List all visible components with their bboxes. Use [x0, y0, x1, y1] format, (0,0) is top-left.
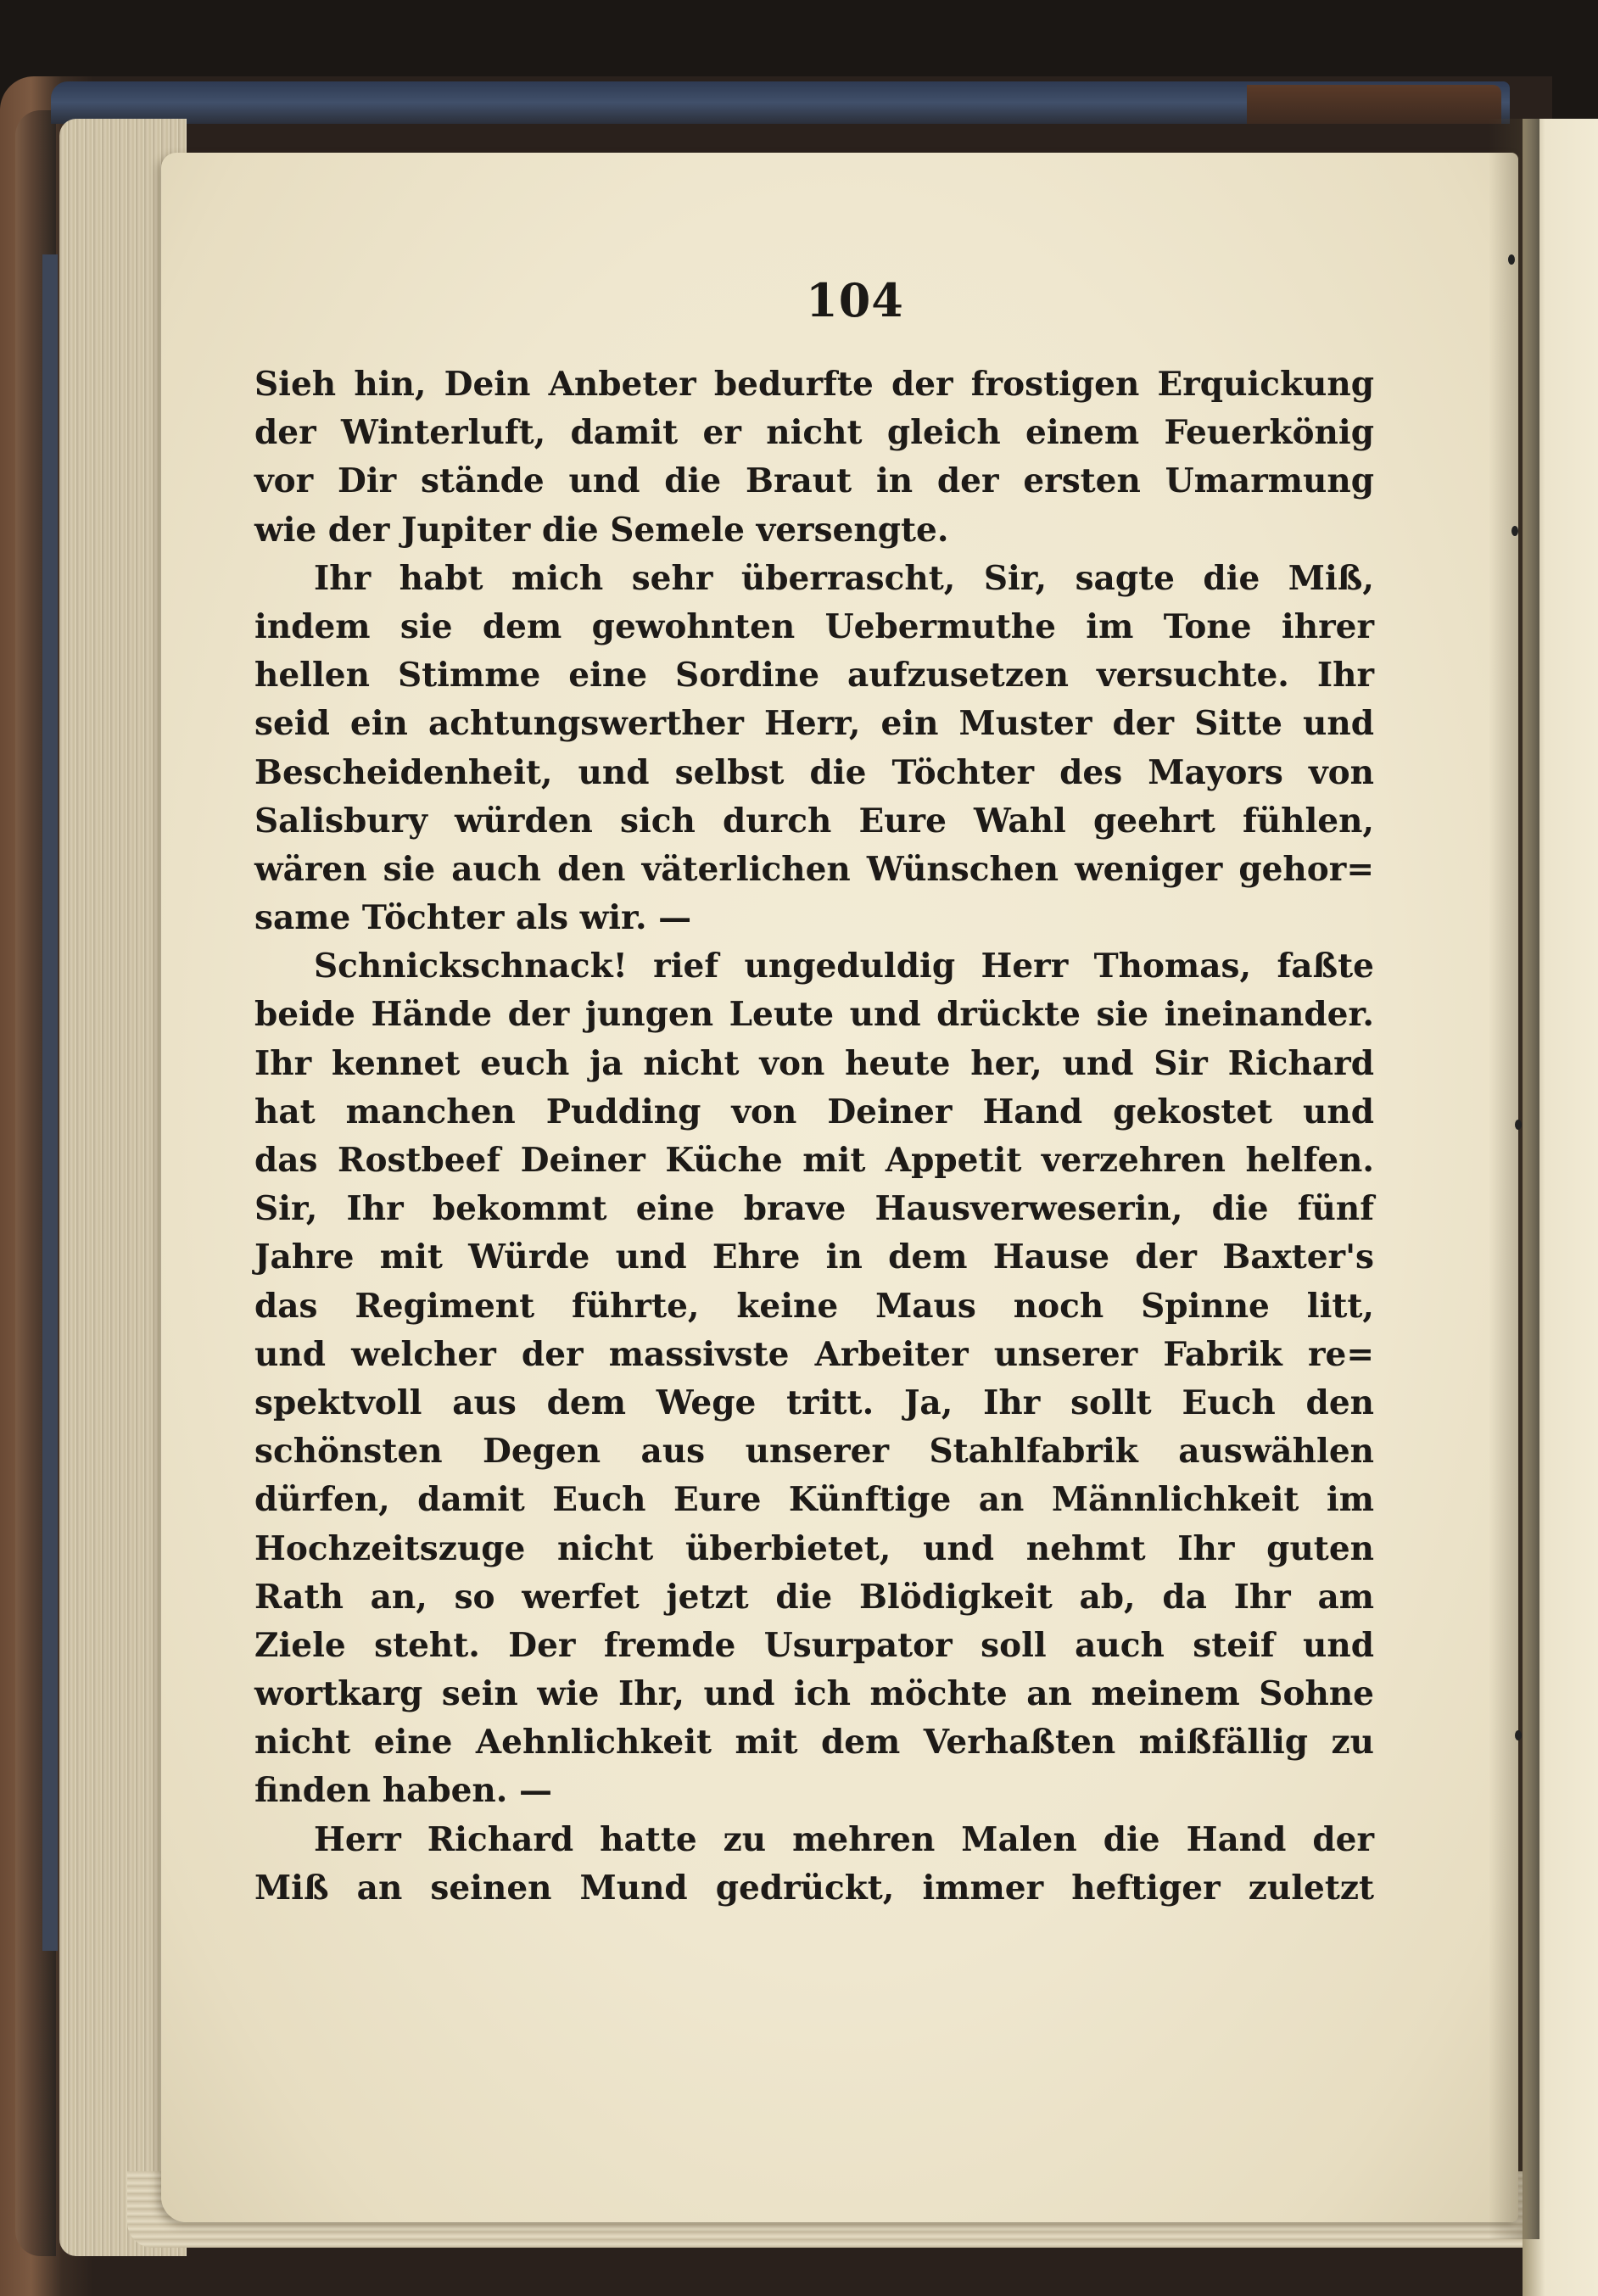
text-line: dürfen, damit Euch Eure Künftige an Männlichkeit im: [254, 1480, 1374, 1520]
text-line: finden haben. —: [254, 1771, 552, 1811]
text-line: Schnickschnack! rief ungeduldig Herr Thomas, faßte: [314, 947, 1374, 986]
text-line: indem sie dem gewohnten Uebermuthe im Tone ihrer: [254, 606, 1374, 646]
text-line: hellen Stimme eine Sordine aufzusetzen versuchte. Ihr: [254, 656, 1374, 696]
text-line: schönsten Degen aus unserer Stahlfabrik auswählen: [254, 1432, 1374, 1472]
text-line: spektvoll aus dem Wege tritt. Ja, Ihr sollt Euch den: [254, 1383, 1374, 1422]
text-line: Hochzeitszuge nicht überbietet, und nehmt Ihr guten: [254, 1528, 1374, 1568]
gutter-shadow: [1489, 119, 1539, 2239]
text-line: wie der Jupiter die Semele versengte.: [254, 510, 949, 550]
binding-mark: [1515, 1730, 1522, 1740]
text-line: Ihr habt mich sehr überrascht, Sir, sagte die Miß,: [314, 558, 1374, 598]
text-line: Bescheidenheit, und selbst die Töchter des Mayors von: [254, 752, 1374, 792]
text-line: wortkarg sein wie Ihr, und ich möchte an meinem Sohne: [254, 1674, 1374, 1714]
text-line: Ihr kennet euch ja nicht von heute her, und Sir Richard: [254, 1043, 1374, 1083]
text-line: Salisbury würden sich durch Eure Wahl geehrt fühlen,: [254, 801, 1374, 841]
text-line: Herr Richard hatte zu mehren Malen die Hand der: [314, 1819, 1374, 1859]
page-number: 104: [806, 273, 904, 327]
text-line: Ziele steht. Der fremde Usurpator soll auch steif und: [254, 1625, 1374, 1665]
text-line: der Winterluft, damit er nicht gleich einem Feuerkönig: [254, 413, 1374, 453]
text-line: Sieh hin, Dein Anbeter bedurfte der frostigen Erquickung: [254, 365, 1374, 404]
text-line: Rath an, so werfet jetzt die Blödigkeit ab, da Ihr am: [254, 1577, 1374, 1617]
page-body-text: [254, 360, 1374, 1913]
text-line: das Rostbeef Deiner Küche mit Appetit verzehren helfen.: [254, 1141, 1374, 1180]
book-cover-corner: [1247, 85, 1501, 124]
binding-mark: [1515, 1120, 1522, 1130]
text-line: same Töchter als wir. —: [254, 898, 692, 938]
text-line: das Regiment führte, keine Maus noch Spinne litt,: [254, 1286, 1374, 1326]
text-line: hat manchen Pudding von Deiner Hand gekostet und: [254, 1092, 1374, 1131]
binding-mark: [1508, 254, 1515, 265]
book-cover-lining: [42, 254, 58, 1951]
text-line: Miß an seinen Mund gedrückt, immer heftiger zuletzt: [254, 1868, 1374, 1908]
text-line: nicht eine Aehnlichkeit mit dem Verhaßten mißfällig zu: [254, 1723, 1374, 1763]
text-line: seid ein achtungswerther Herr, ein Muster der Sitte und: [254, 704, 1374, 744]
text-line: Jahre mit Würde und Ehre in dem Hause der Baxter's: [254, 1237, 1374, 1277]
text-line: und welcher der massivste Arbeiter unserer Fabrik re=: [254, 1334, 1374, 1374]
text-line: Sir, Ihr bekommt eine brave Hausverweserin, die fünf: [254, 1189, 1374, 1229]
text-line: wären sie auch den väterlichen Wünschen weniger gehor=: [254, 849, 1374, 889]
text-line: beide Hände der jungen Leute und drückte sie ineinander.: [254, 995, 1374, 1035]
text-line: vor Dir stände und die Braut in der ersten Umarmung: [254, 461, 1374, 501]
binding-mark: [1511, 526, 1518, 536]
